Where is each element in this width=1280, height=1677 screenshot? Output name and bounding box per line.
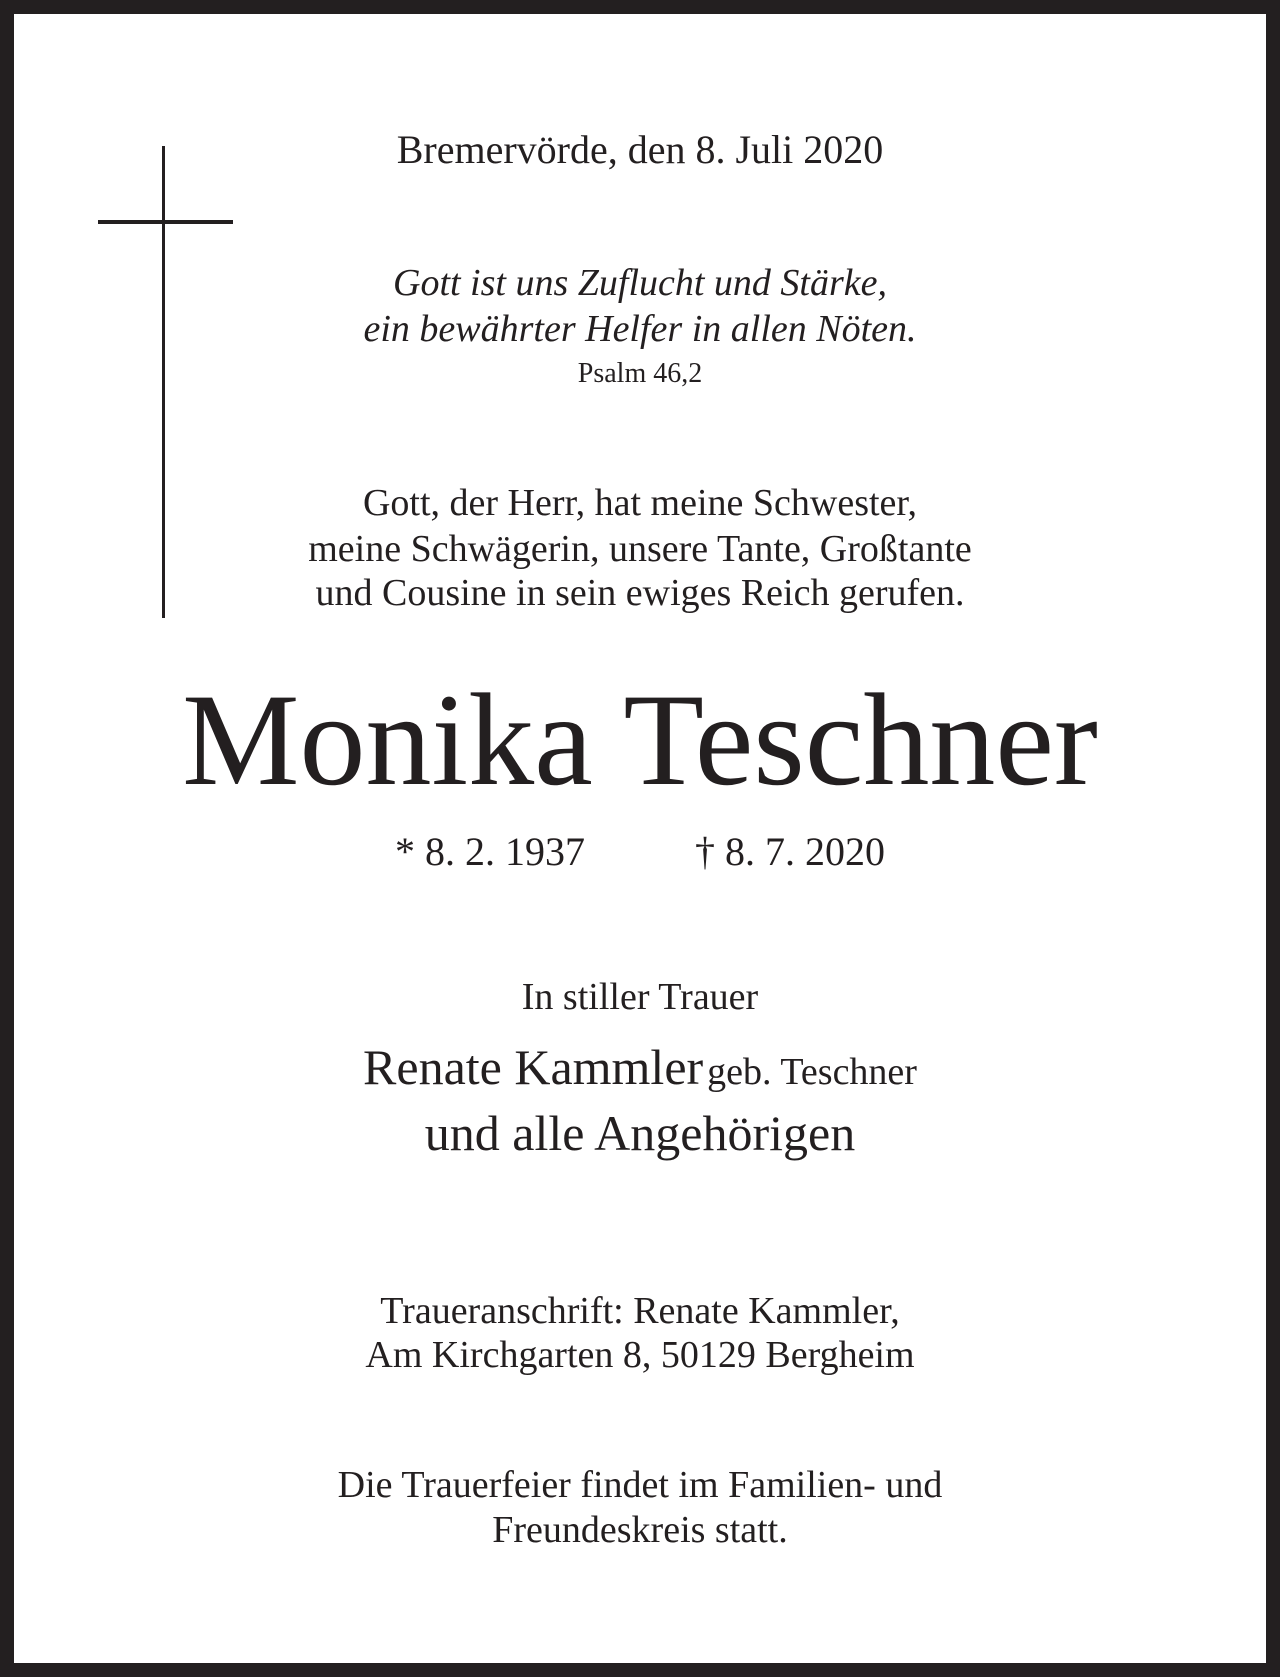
ceremony-line-1: Die Trauerfeier findet im Familien- und: [337, 1464, 943, 1506]
birth-date: * 8. 2. 1937: [395, 829, 585, 874]
mourner-maiden-name: geb. Teschner: [707, 1051, 917, 1093]
ceremony-line-2: Freundeskreis statt.: [492, 1509, 788, 1551]
life-dates: [0, 829, 1280, 874]
verse-line-1: Gott ist uns Zuflucht und Stärke,: [393, 262, 887, 304]
mourner-name: Renate Kammler: [363, 1039, 704, 1095]
message-line-3: und Cousine in sein ewiges Reich gerufen.: [315, 572, 965, 614]
place-date: Bremervörde, den 8. Juli 2020: [396, 127, 884, 172]
mourning-intro: In stiller Trauer: [521, 976, 759, 1018]
cross-icon-bar: [98, 220, 233, 224]
message-line-1: Gott, der Herr, hat meine Schwester,: [362, 482, 918, 524]
mourner-line: [0, 1039, 1280, 1095]
deceased-name: Monika Teschner: [182, 666, 1098, 813]
death-date: † 8. 7. 2020: [695, 829, 885, 874]
verse-line-2: ein bewährter Helfer in allen Nöten.: [363, 308, 917, 350]
verse-reference: Psalm 46,2: [577, 358, 703, 389]
address-line-1: Traueranschrift: Renate Kammler,: [380, 1290, 900, 1332]
relatives-line: und alle Angehörigen: [424, 1105, 856, 1161]
address-line-2: Am Kirchgarten 8, 50129 Bergheim: [365, 1334, 915, 1376]
message-line-2: meine Schwägerin, unsere Tante, Großtante: [308, 528, 972, 570]
